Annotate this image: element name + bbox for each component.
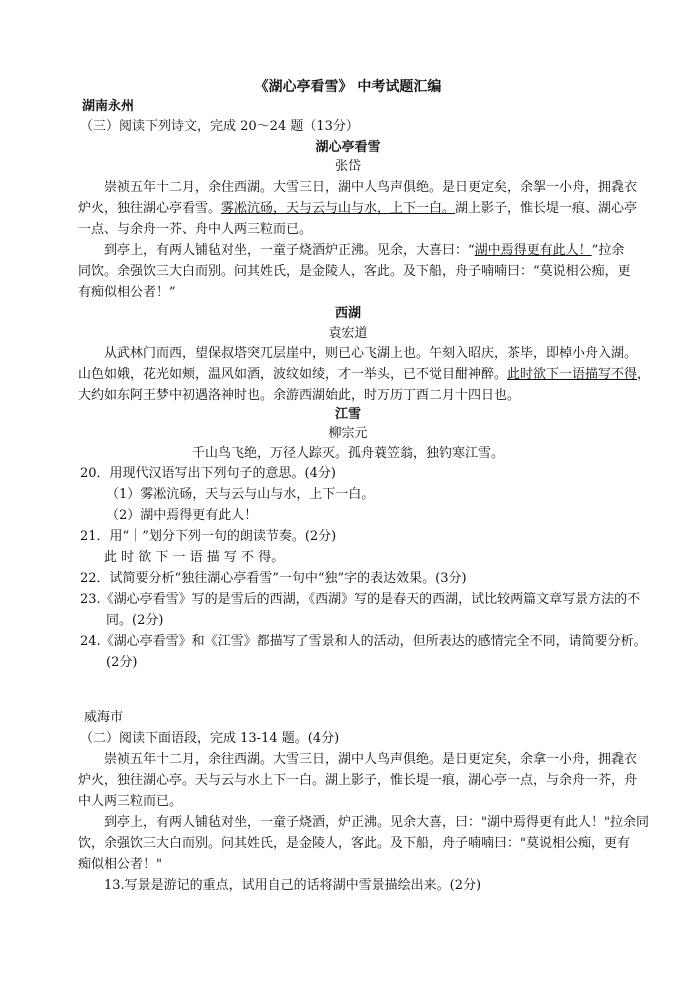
- text-span: 湖上影子，惟长堤一痕、湖心亭: [455, 201, 638, 216]
- passage-line: 中人两三粒而已。: [78, 794, 183, 809]
- passage-line: 崇祯五年十二月，余住西湖。大雪三日，湖中人鸟声俱绝。是日更定矣，余挐一小舟，拥毳衣: [104, 180, 638, 195]
- passage-line: [104, 242, 624, 260]
- text-span: ，: [637, 367, 651, 382]
- document-title: 《湖心亭看雪》 中考试题汇编: [254, 79, 442, 95]
- underlined-sentence: 此时欲下一语描写不得: [507, 367, 638, 382]
- question-23-cont: 同。(2分): [106, 613, 164, 628]
- passage-line: 有痴似相公者！”: [78, 285, 176, 300]
- passage-title: 江雪: [334, 407, 361, 422]
- passage-author: 张岱: [334, 159, 361, 174]
- question-22: 22．试简要分析“独往湖心亭看雪”一句中“独”字的表达效果。(3分): [80, 571, 467, 586]
- text-span: 山色如娥，花光如颊，温风如酒，波纹如绫，才一举头，已不觉目酣神醉。: [78, 367, 508, 382]
- underlined-sentence: 雾凇沆砀，天与云与山与水，上下一白。: [221, 201, 456, 216]
- question-21: 21．用“｜”划分下列一句的朗读节奏。(2分): [80, 529, 337, 544]
- region-label: 湖南永州: [82, 99, 135, 114]
- underlined-sentence: 湖中焉得更有此人！: [474, 243, 592, 258]
- passage-line: 饮，余强饮三大白而别。问其姓氏，是金陵人，客此。及下船，舟子喃喃曰："莫说相公痴，更有: [78, 836, 630, 851]
- section-instruction: （三）阅读下列诗文，完成 20～24 题（13分）: [80, 119, 359, 134]
- passage-line: 痴似相公者！": [78, 857, 162, 872]
- question-24: 24.《湖心亭看雪》和《江雪》都描写了雪景和人的活动，但所表达的感情完全不同，请简要分析。: [80, 634, 647, 649]
- passage-title: 湖心亭看雪: [315, 140, 381, 155]
- passage-line: 从武林门而西，望保叔塔突兀层崖中，则已心飞湖上也。午刻入昭庆，茶毕，即棹小舟入湖。: [104, 346, 638, 361]
- passage-line: 同饮。余强饮三大白而别。问其姓氏，是金陵人，客此。及下船，舟子喃喃曰：“莫说相公痴，更: [78, 264, 631, 279]
- passage-author: 袁宏道: [328, 326, 368, 341]
- question-23: 23.《湖心亭看雪》写的是雪后的西湖，《西湖》写的是春天的西湖，试比较两篇文章写景方法的不: [80, 592, 641, 607]
- passage-line: [78, 200, 637, 218]
- text-span: ”拉余: [591, 243, 625, 258]
- passage-line: 一点、与余舟一芥、舟中人两三粒而已。: [78, 222, 313, 237]
- passage-title: 西湖: [334, 306, 361, 321]
- text-span: 到亭上，有两人铺毡对坐，一童子烧酒炉正沸。见余，大喜曰：“: [104, 243, 475, 258]
- passage-author: 柳宗元: [328, 426, 368, 441]
- passage-line: 炉火，独往湖心亭。天与云与水上下一白。湖上影子，惟长堤一痕，湖心亭一点，与余舟一芥，舟: [78, 773, 638, 788]
- section-instruction: （二）阅读下面语段，完成 13-14 题。(4分): [80, 731, 340, 746]
- passage-line: 崇祯五年十二月，余往西湖。大雪三日，湖中人鸟声俱绝。是日更定矣，余拿一小舟，拥毳衣: [104, 752, 638, 767]
- question-24-cont: (2分): [106, 655, 138, 670]
- passage-line: 到亭上，有两人铺毡对坐，一童子烧酒，炉正沸。见余大喜，曰："湖中焉得更有此人！"拉余同: [104, 815, 649, 830]
- passage-line: [78, 366, 650, 384]
- poem-text: 千山鸟飞绝，万径人踪灭。孤舟蓑笠翁，独钓寒江雪。: [191, 446, 504, 461]
- passage-line: 大约如东阿王梦中初遇洛神时也。余游西湖始此，时万历丁酉二月十四日也。: [78, 388, 521, 403]
- region-label: 威海市: [84, 710, 124, 725]
- question-21-sentence: 此 时 欲 下 一 语 描 写 不 得。: [104, 550, 285, 565]
- question-13: 13.写景是游记的重点，试用自己的话将湖中雪景描绘出来。(2分): [104, 878, 482, 893]
- text-span: 炉火，独往湖心亭看雪。: [78, 201, 222, 216]
- question-20-1: （1）雾凇沆砀，天与云与山与水，上下一白。: [106, 487, 375, 502]
- question-20: 20．用现代汉语写出下列句子的意思。(4分): [80, 466, 336, 481]
- question-20-2: （2）湖中焉得更有此人！: [106, 508, 258, 523]
